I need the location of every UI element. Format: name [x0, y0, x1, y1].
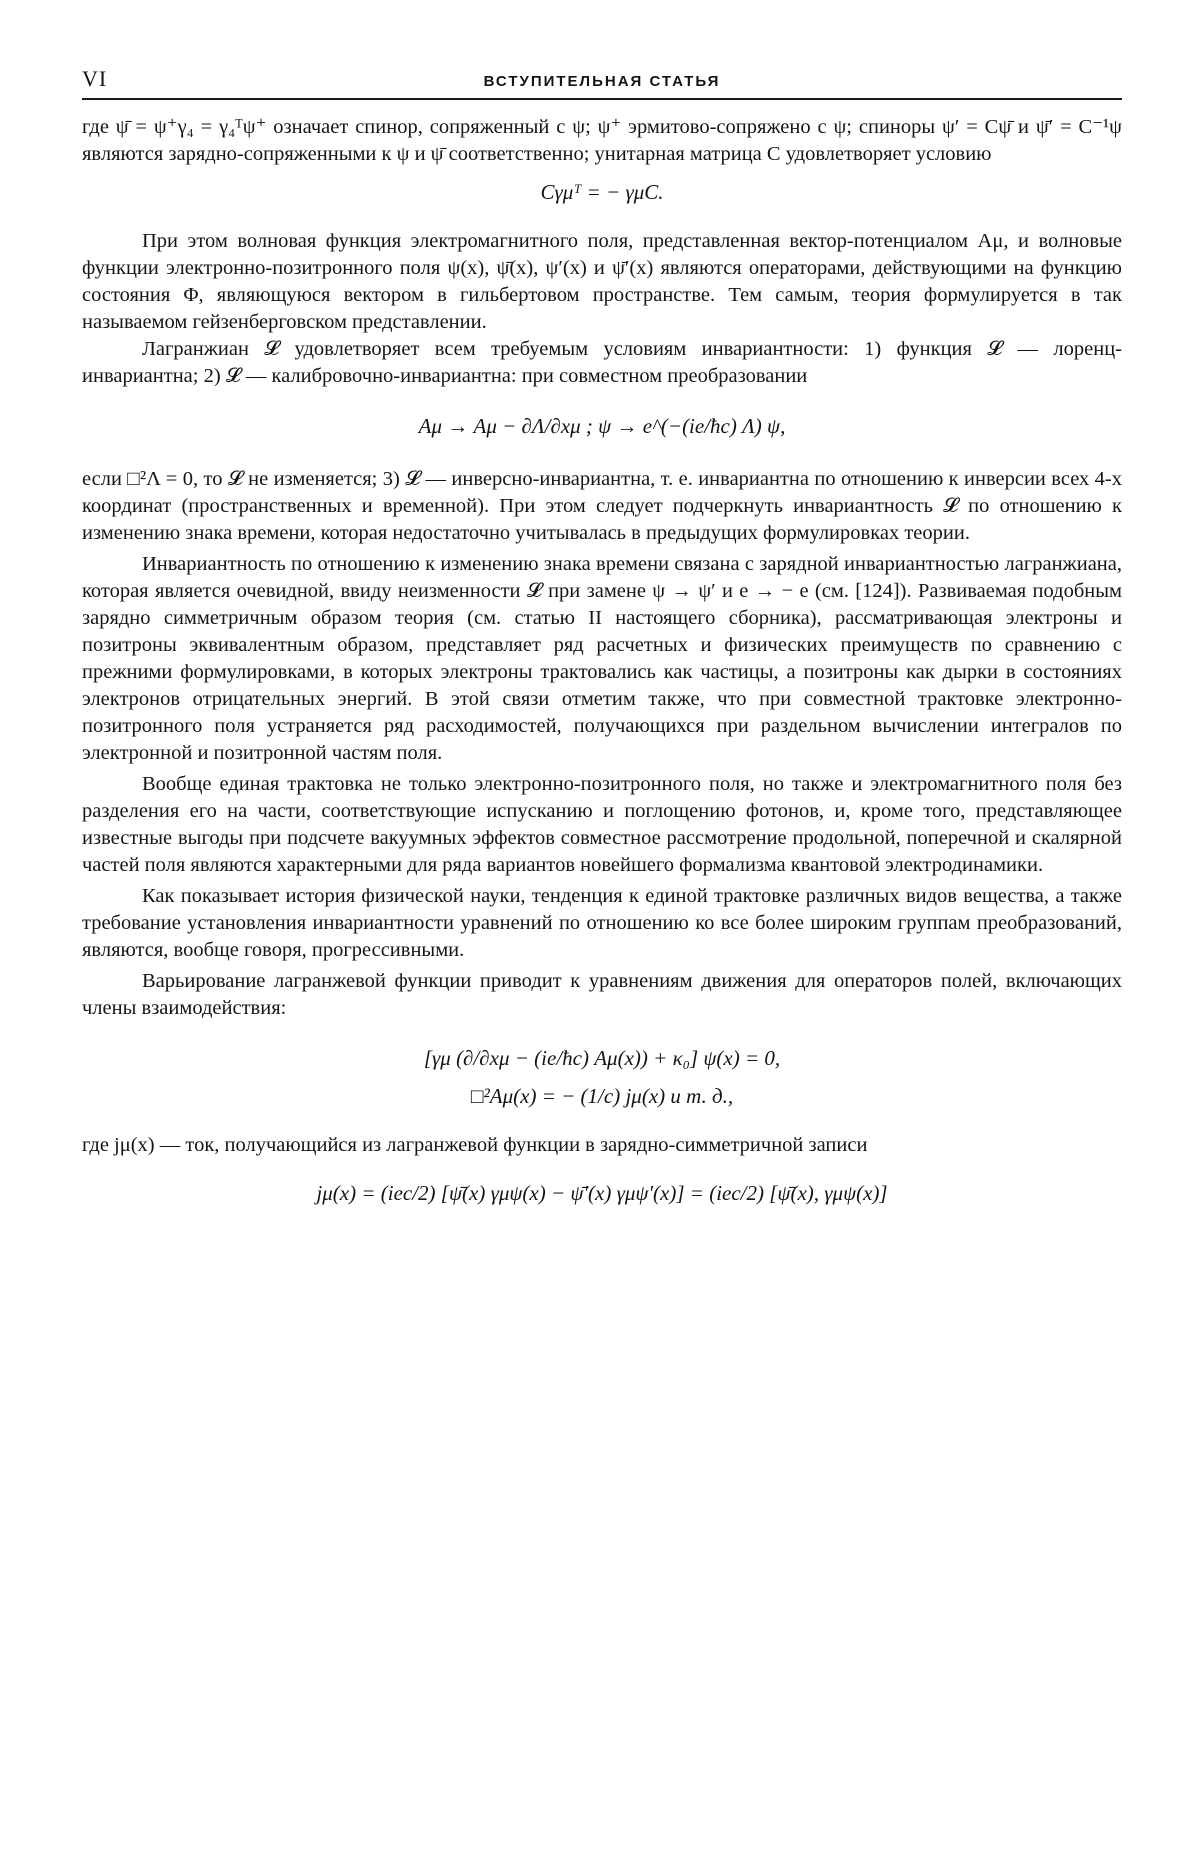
- page-number: VI: [82, 66, 108, 91]
- running-title: ВСТУПИТЕЛЬНАЯ СТАТЬЯ: [483, 73, 721, 90]
- paragraph-heisenberg-representation: При этом волновая функция электромагнитного поля, представленная вектор-потенциалом Aμ, и волновые функции электронно-позитронного поля ψ(x), ψ̄(x), ψ′(x) и ψ̄′(x) являются операторами, действующими на функцию состояния Φ, являющуюся вектором в гильбертовом пространстве. Тем самым, теория формулируется в так называемом гейзенберговском представлении.: [82, 230, 1122, 333]
- formula-maxwell-equation: □²Aμ(x) = − (1/c) jμ(x) и т. д.,: [470, 1084, 734, 1108]
- paragraph-history-of-physics: Как показывает история физической науки, тенденция к единой трактовке различных видов вещества, а также требование установления инвариантности уравнений по отношению ко все более широким группам преобразований, являются, вообще говоря, прогрессивными.: [82, 885, 1122, 961]
- paragraph-unified-treatment: Вообще единая трактовка не только электронно-позитронного поля, но также и электромагнитного поля без разделения его на части, соответствующие испусканию и поглощению фотонов, и, кроме того, представляющее известные выгоды при подсчете вакуумных эффектов совместное рассмотрение продольной, поперечной и скалярной частей поля являются характерными для ряда вариантов новейшего формализма квантовой электродинамики.: [82, 773, 1122, 876]
- paragraph-time-reversal: Инвариантность по отношению к изменению знака времени связана с зарядной инвариантностью лагранжиана, которая является очевидной, ввиду неизменности 𝓛 при замене ψ → ψ′ и e → − e (см. [124]). Развиваемая подобным зарядно симметричным образом теория (см. статью II настоящего сборника), рассматривающая электроны и позитроны эквивалентным образом, представляет ряд расчетных и физических преимуществ по сравнению с прежними формулировками, в которых электроны трактовались как частицы, а позитроны как дырки в состояниях электронов отрицательных энергий. В этой связи отметим также, что при совместной трактовке электронно-позитронного поля устраняется ряд расходимостей, получающихся при раздельном вычислении интегралов по электронной и позитронной частям поля.: [82, 553, 1122, 764]
- formula-gauge-transformation: Aμ → Aμ − ∂Λ/∂xμ ; ψ → e^(−(ie/ħc) Λ) ψ,: [418, 414, 786, 438]
- paragraph-current-definition: где jμ(x) — ток, получающийся из лагранжевой функции в зарядно-симметричной записи: [82, 1134, 868, 1156]
- paragraph-spinor-definitions: где ψ̄ = ψ⁺γ₄ = γ₄ᵀψ⁺ означает спинор, сопряженный с ψ; ψ⁺ эрмитово-сопряжено с ψ; спиноры ψ′ = Cψ̄ и ψ̄′ = C⁻¹ψ являются зарядно-сопряженными к ψ и ψ̄ соответственно; унитарная матрица C удовлетворяет условию: [82, 116, 1122, 165]
- formula-dirac-equation: [γμ (∂/∂xμ − (ie/ħc) Aμ(x)) + κ₀] ψ(x) = 0,: [423, 1046, 781, 1070]
- paragraph-lagrange-variation: Варьирование лагранжевой функции приводит к уравнениям движения для операторов полей, включающих члены взаимодействия:: [82, 970, 1122, 1019]
- formula-symmetric-current: jμ(x) = (iec/2) [ψ̄(x) γμψ(x) − ψ̄′(x) γμψ′(x)] = (iec/2) [ψ̄(x), γμψ(x)]: [316, 1181, 888, 1205]
- paragraph-lagrangian-invariance: Лагранжиан 𝓛 удовлетворяет всем требуемым условиям инвариантности: 1) функция 𝓛 — лоренц-инвариантна; 2) 𝓛 — калибровочно-инвариантна: при совместном преобразовании: [82, 338, 1122, 387]
- paragraph-inversion-invariance: если □²Λ = 0, то 𝓛 не изменяется; 3) 𝓛 — инверсно-инвариантна, т. е. инвариантна по отношению к инверсии всех 4-х координат (пространственных и временной). При этом следует подчеркнуть инвариантность 𝓛 по отношению к изменению знака времени, которая недостаточно учитывалась в предыдущих формулировках теории.: [82, 468, 1122, 544]
- formula-charge-conjugation-condition: Cγμᵀ = − γμC.: [540, 180, 664, 204]
- page-header: [82, 58, 1122, 100]
